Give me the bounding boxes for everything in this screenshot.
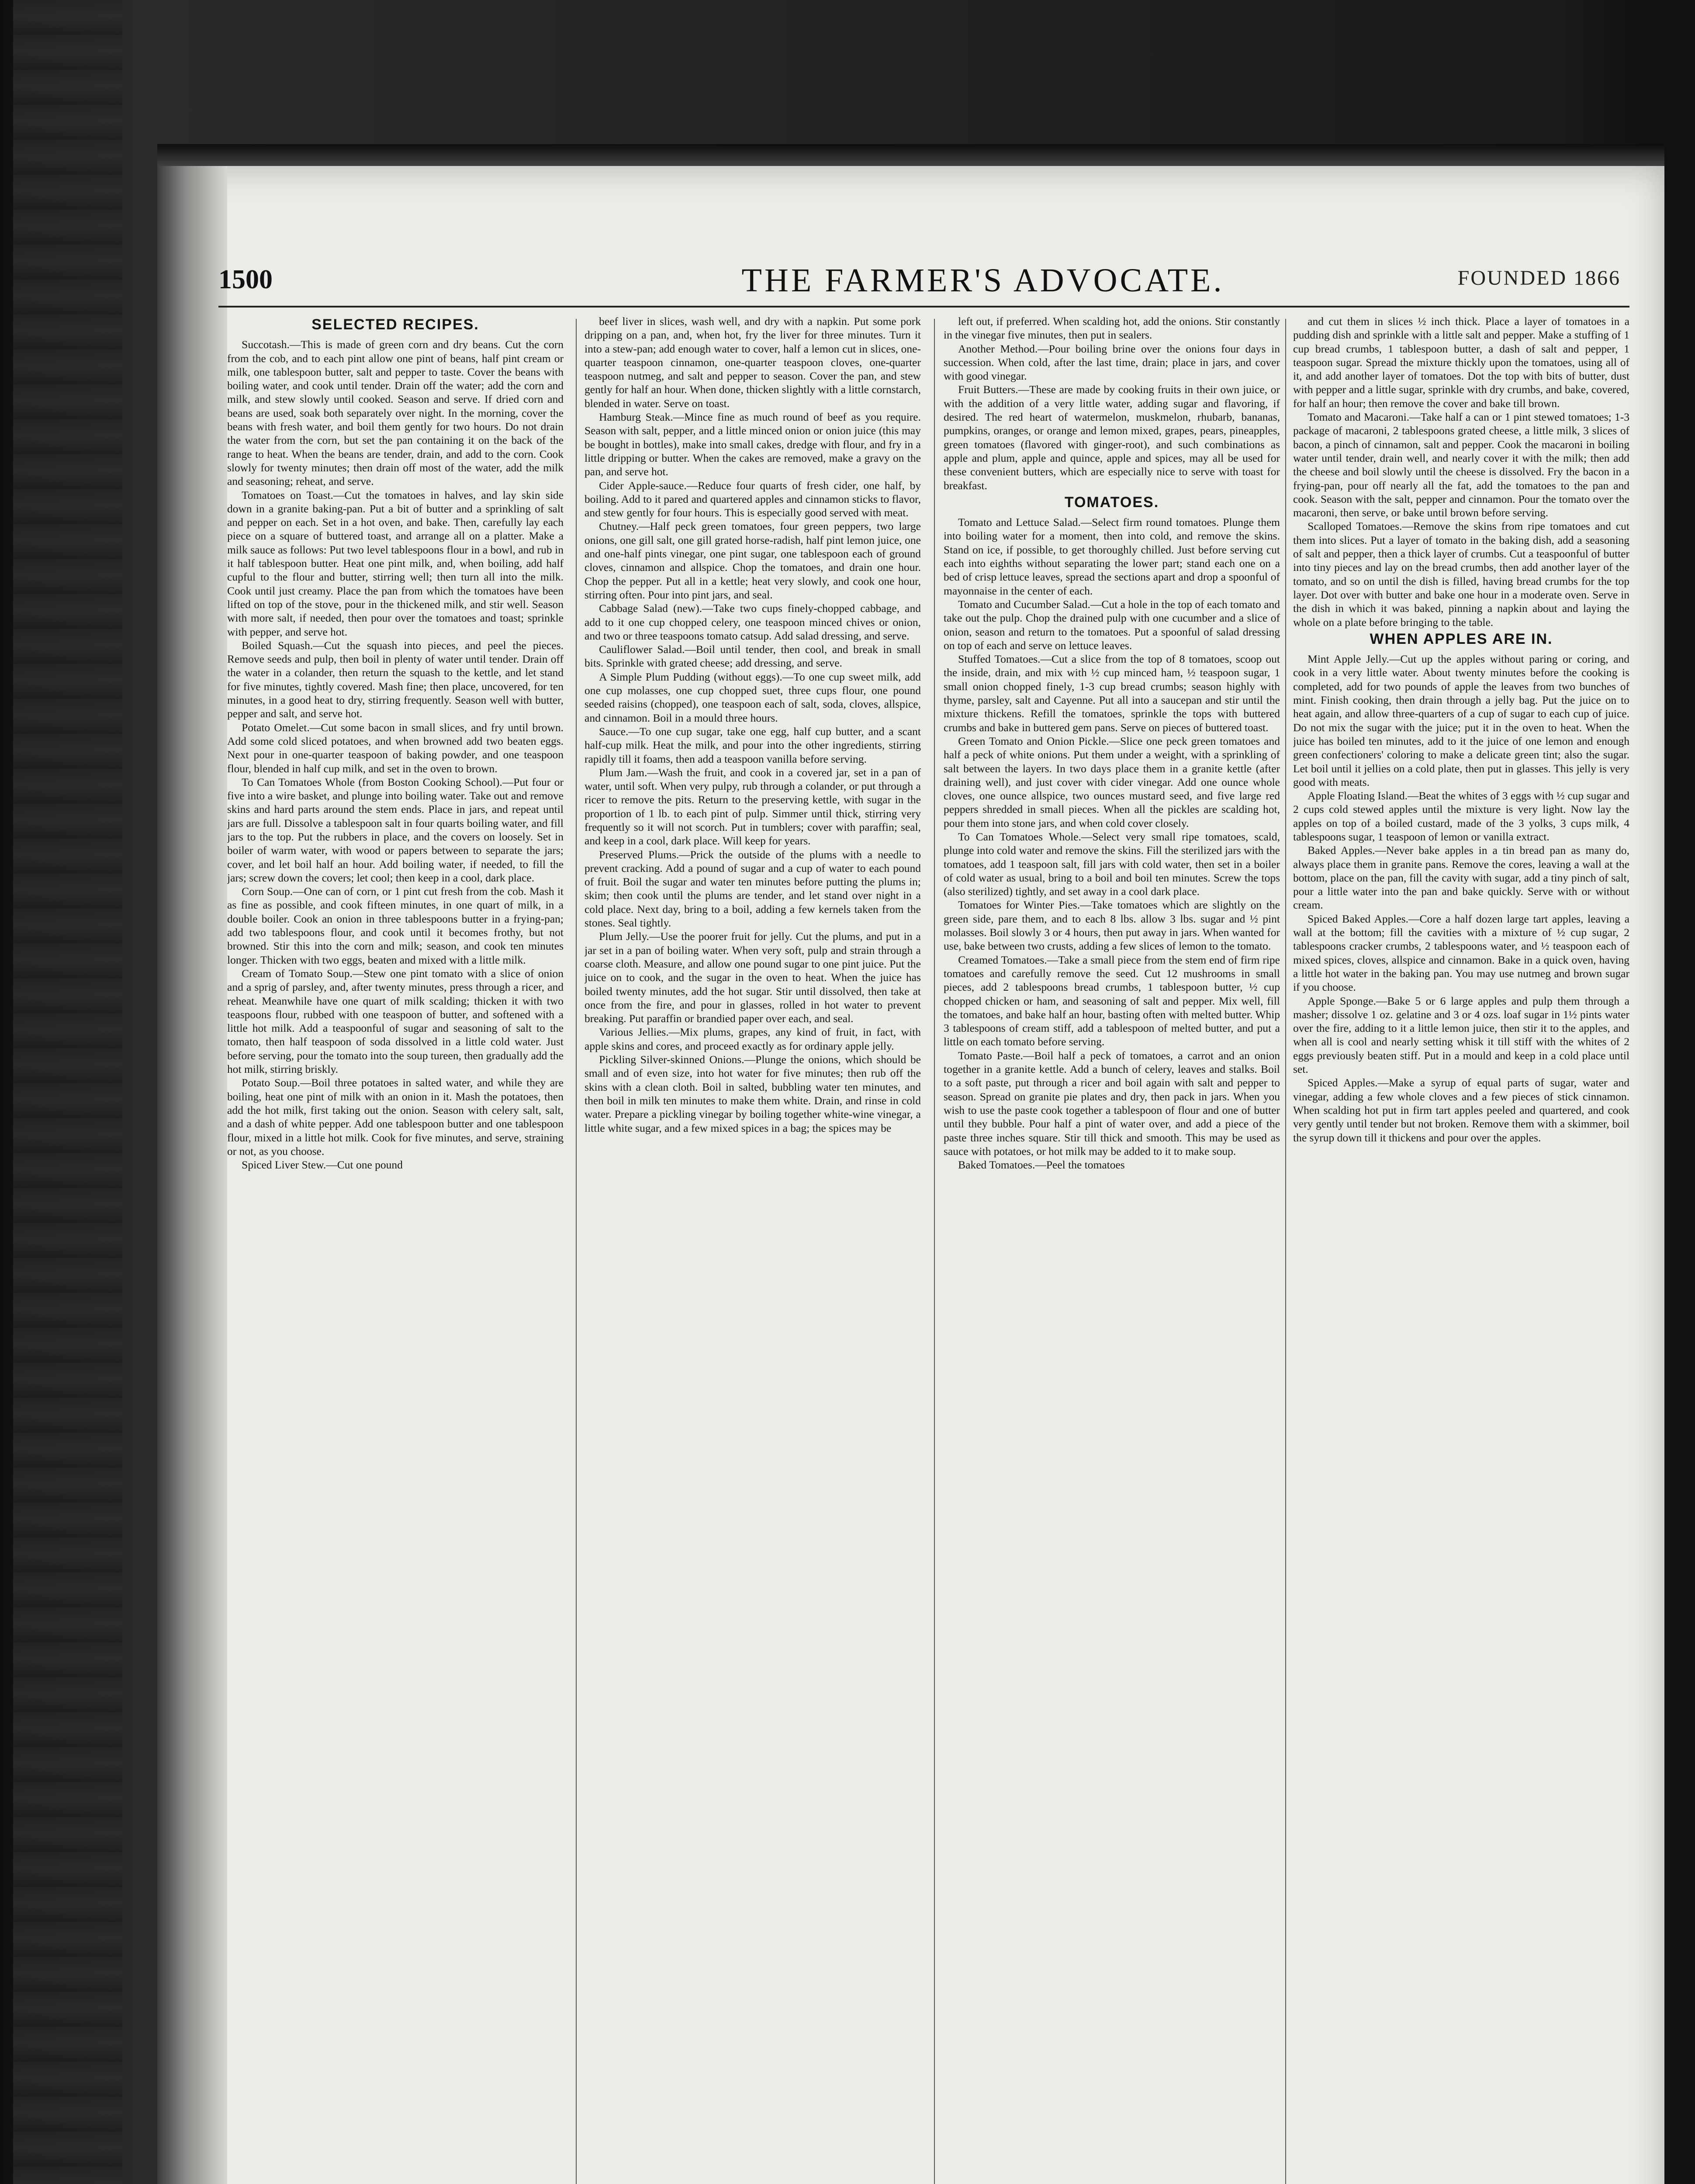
recipe-paragraph: Tomatoes for Winter Pies.—Take tomatoes which are slightly on the green side, pare them, and to each 8 lbs. allow 3 lbs. sugar and ½ pint molasses. Boil slowly 3 or 4 hours, then put away in jars. When wanted for use, bake between two crusts, adding a few slices of lemon to the tomato.: [944, 898, 1280, 953]
founded-line: FOUNDED 1866: [1457, 266, 1621, 290]
recipe-paragraph: beef liver in slices, wash well, and dry with a napkin. Put some pork dripping on a pan, and, when hot, fry the liver for three minutes. Turn it into a stew-pan; add enough water to cover, half a lemon cut in slices, one-quarter teaspoon cinnamon, one-quarter teaspoon cloves, one-quarter teaspoon nutmeg, and salt and pepper to season. Cover the pan, and stew gently for half an hour. When done, thicken slightly with a little cornstarch, blended in water. Serve on toast.: [585, 315, 921, 410]
section-heading-tomatoes: TOMATOES.: [1064, 494, 1159, 511]
recipe-paragraph: Sauce.—To one cup sugar, take one egg, half cup butter, and a scant half-cup milk. Heat the milk, and pour into the other ingredients, stirring rapidly till it foams, then add a teaspoon vanilla before serving.: [585, 725, 921, 765]
recipe-paragraph: Creamed Tomatoes.—Take a small piece from the stem end of firm ripe tomatoes and carefully remove the seed. Cut 12 mushrooms in small pieces, add 2 tablespoons bread crumbs, 1 tablespoon butter, ½ cup chopped chicken or ham, and seasoning of salt and pepper. Mix well, fill the tomatoes, and bake half an hour, basting often with melted butter. Whip 3 tablespoons of cream stiff, add a tablespoon of melted butter, and put a little on each tomato before serving.: [944, 953, 1280, 1048]
recipe-paragraph: Hamburg Steak.—Mince fine as much round of beef as you require. Season with salt, pepper, and a little minced onion or onion juice (this may be bought in bottles), make into small cakes, dredge with flour, and fry in a little dripping or butter. When the cakes are removed, make a gravy on the pan, and serve hot.: [585, 411, 921, 478]
recipe-paragraph: left out, if preferred. When scalding hot, add the onions. Stir constantly in the vinegar five minutes, then put in sealers.: [944, 315, 1280, 342]
recipe-paragraph: Baked Tomatoes.—Peel the tomatoes: [958, 1158, 1125, 1171]
recipe-paragraph: Corn Soup.—One can of corn, or 1 pint cut fresh from the cob. Mash it as fine as possible, and cook fifteen minutes, in one quart of milk, in a double boiler. Cook an onion in three tablespoons butter in a frying-pan; add two tablespoons flour, and cook until it becomes frothy, but not browned. Stir this into the corn and milk; season, and cook ten minutes longer. Thicken with two eggs, beaten and mixed with a little milk.: [227, 885, 564, 966]
recipe-paragraph: To Can Tomatoes Whole (from Boston Cooking School).—Put four or five into a wire basket, and plunge into boiling water. Take out and remove skins and hard parts around the stem ends. Place in jars, and repeat until jars are full. Dissolve a tablespoon salt in four quarts boiling water, and fill jars to the top. Put the rubbers in place, and the covers on loosely. Set in boiler of warm water, with wood or papers between to separate the jars; cover, and let boil half an hour. Add boiling water, if needed, to fill the jars; screw down the covers; let cool; then keep in a cool, dark place.: [227, 775, 564, 884]
recipe-paragraph: Cabbage Salad (new).—Take two cups finely-chopped cabbage, and add to it one cup chopped celery, one teaspoon minced chives or onion, and two or three teaspoons tomato catsup. Add salad dressing, and serve.: [585, 602, 921, 642]
recipe-paragraph: Tomato and Macaroni.—Take half a can or 1 pint stewed tomatoes; 1-3 package of macaroni, 2 tablespoons grated cheese, a little milk, 3 slices of bacon, a pinch of cinnamon, salt and pepper. Cook the macaroni in boiling water until tender, drain well, and nearly cover it with the milk; then add the cheese and boil slowly until the cheese is dissolved. Fry the bacon in a frying-pan, pour off nearly all the fat, add the tomatoes to the pan and cook. Season with the salt, pepper and cinnamon. Pour the tomato over the macaroni, then serve, or bake until brown before serving.: [1293, 411, 1629, 519]
column-1: [227, 314, 564, 2184]
recipe-paragraph: Cauliflower Salad.—Boil until tender, then cool, and break in small bits. Sprinkle with grated cheese; add dressing, and serve.: [585, 643, 921, 670]
recipe-paragraph: Mint Apple Jelly.—Cut up the apples without paring or coring, and cook in a very little water. About twenty minutes before the cooking is completed, add for two pounds of apple the leaves from two bunches of mint. Finish cooking, then drain through a jelly bag. Put the juice on to heat again, and allow three-quarters of a cup of sugar to each cup of juice. Do not mix the sugar with the juice; put it in the oven to heat. When the juice has boiled ten minutes, add to it the juice of one lemon and enough green confectioners' coloring to make a delicate green tint; also the sugar. Let boil until it jellies on a cold plate, then put in glasses. This jelly is very good with meats.: [1293, 653, 1629, 788]
recipe-paragraph: Green Tomato and Onion Pickle.—Slice one peck green tomatoes and half a peck of white onions. Put them under a weight, with a sprinkling of salt between the layers. In two days place them in a granite kettle (after draining well), and just cover with cider vinegar. Add one ounce whole cloves, one ounce allspice, two ounces mustard seed, and five large red peppers shredded in small pieces. When all the pickles are scalding hot, pour them into stone jars, and when cold cover closely.: [944, 734, 1280, 829]
column-2-text: [585, 314, 921, 1135]
recipe-paragraph: Spiced Liver Stew.—Cut one pound: [242, 1158, 403, 1171]
recipe-paragraph: Potato Omelet.—Cut some bacon in small slices, and fry until brown. Add some cold sliced potatoes, and when browned add two beaten eggs. Next pour in one-quarter teaspoon of baking powder, and one teaspoon flour, blended in half cup milk, and set in the oven to brown.: [227, 721, 564, 775]
recipe-paragraph: To Can Tomatoes Whole.—Select very small ripe tomatoes, scald, plunge into cold water and remove the skins. Fill the sterilized jars with the tomatoes, add 1 teaspoon salt, fill jars with cold water, then set in a boiler of cold water as usual, bring to a boil and boil ten minutes. Screw the tops (also sterilized) tightly, and set away in a cool dark place.: [944, 830, 1280, 898]
recipe-paragraph: Apple Sponge.—Bake 5 or 6 large apples and pulp them through a masher; dissolve 1 oz. gelatine and 3 or 4 ozs. loaf sugar in 1½ pints water over the fire, adding to it a little lemon juice, then stir it to the apples, and when all is cool and nearly setting whisk it till stiff with the whites of 2 eggs previously beaten stiff. Put in a mould and keep in a cold place until set.: [1293, 994, 1629, 1076]
recipe-paragraph: Plum Jelly.—Use the poorer fruit for jelly. Cut the plums, and put in a jar set in a pan of boiling water. When very soft, pulp and strain through a coarse cloth. Measure, and allow one pound sugar to one pint juice. Put the juice on to cook, and the sugar in the oven to heat. When the juice has boiled twenty minutes, add the hot sugar. Stir until dissolved, then take at once from the fire, and pour in glasses, rolled in hot water to prevent breaking. Put paraffin or brandied paper over each, and seal.: [585, 930, 921, 1025]
column-3: [944, 314, 1280, 2184]
column-1-text: [227, 338, 564, 1171]
column-divider: [576, 319, 577, 2184]
recipe-paragraph: Fruit Butters.—These are made by cooking fruits in their own juice, or with the addition of a very little water, adding sugar and flavoring, if desired. The red heart of watermelon, muskmelon, rhubarb, bananas, pumpkins, oranges, or orange and lemon mixed, grapes, pears, pineapples, green tomatoes (flavored with ginger-root), and such combinations as apple and plum, apple and quince, apple and spices, may all be used for these convenient butters, which are especially nice to serve with toast for breakfast.: [944, 383, 1280, 492]
recipe-paragraph: Tomato and Cucumber Salad.—Cut a hole in the top of each tomato and take out the pulp. Chop the drained pulp with one cucumber and a slice of onion, season and return to the tomatoes. Put a spoonful of salad dressing on top of each and serve on lettuce leaves.: [944, 598, 1280, 652]
section-heading-when-apples-are-in: WHEN APPLES ARE IN.: [1370, 630, 1553, 647]
column-divider: [1285, 319, 1286, 2184]
header-rule: [218, 306, 1629, 308]
recipe-paragraph: Tomato Paste.—Boil half a peck of tomatoes, a carrot and an onion together in a granite kettle. Add a bunch of celery, leaves and stalks. Boil to a soft paste, put through a ricer and boil again with salt and pepper to season. Spread on granite pie plates and dry, then pack in jars. When you wish to use the paste cook together a tablespoon of flour and one of butter until they bubble. Pour half a pint of water over, and add a piece of the paste three inches square. Stir till thick and smooth. This may be used as sauce with potatoes, or hot milk may be added to it to make soup.: [944, 1049, 1280, 1158]
recipe-paragraph: Another Method.—Pour boiling brine over the onions four days in succession. When cold, after the last time, drain; place in jars, and cover with good vinegar.: [944, 342, 1280, 383]
page-gutter: [157, 166, 227, 2184]
column-divider: [934, 319, 935, 2184]
recipe-paragraph: Preserved Plums.—Prick the outside of the plums with a needle to prevent cracking. Add a pound of sugar and a cup of water to each pound of fruit. Boil the sugar and water ten minutes before putting the plums in; skim; then cook until the plums are tender, and let stand over night in a cold place. Next day, bring to a boil, adding a few kernels taken from the stones. Seal tightly.: [585, 848, 921, 930]
scanner-left-edge: [13, 0, 122, 2184]
recipe-paragraph: Scalloped Tomatoes.—Remove the skins from ripe tomatoes and cut them into slices. Put a layer of tomato in the baking dish, add a seasoning of salt and pepper, then a thick layer of crumbs. Cut a teaspoonful of butter into tiny pieces and lay on the bread crumbs, then add another layer of the tomato, and so on until the dish is filled, having bread crumbs for the top layer. Dot over with butter and bake one hour in a moderate oven. Serve in the dish in which it was baked, pinning a napkin about and laying the whole on a plate before bringing to the table.: [1293, 520, 1629, 629]
recipe-paragraph: Tomatoes on Toast.—Cut the tomatoes in halves, and lay skin side down in a granite baking-pan. Put a bit of butter and a sprinkling of salt and pepper on each. Set in a hot oven, and bake. Then, carefully lay each piece on a square of buttered toast, and arrange all on a platter. Make a milk sauce as follows: Put two level tablespoons flour in a bowl, and rub in it half tablespoon butter. Heat one pint milk, and, when boiling, add half cupful to the flour and butter, stirring well; then turn all into the milk. Cook until just creamy. Place the pan from which the tomatoes have been lifted on top of the stove, pour in the thickened milk, and stir well. Season with more salt, if needed, then pour over the tomatoes and toast; sprinkle with pepper, and serve hot.: [227, 488, 564, 638]
column-3-text: [944, 314, 1280, 492]
column-4: [1293, 314, 1629, 2184]
column-4-apples-text: [1293, 652, 1629, 1144]
recipe-paragraph: Plum Jam.—Wash the fruit, and cook in a covered jar, set in a pan of water, until soft. When very pulpy, rub through a colander, or put through a ricer to remove the pits. Return to the preserving kettle, with sugar in the proportion of 1 lb. to each pint of pulp. Simmer until thick, stirring very frequently so it will not scorch. Put in tumblers; cover with paraffin; seal, and keep in a cool, dark place. Will keep for years.: [585, 766, 921, 847]
recipe-paragraph: Cider Apple-sauce.—Reduce four quarts of fresh cider, one half, by boiling. Add to it pared and quartered apples and cinnamon sticks to flavor, and stew gently for four hours. This is especially good served with meat.: [585, 479, 921, 519]
column-2: [585, 314, 921, 2184]
recipe-paragraph: Chutney.—Half peck green tomatoes, four green peppers, two large onions, one gill salt, one gill grated horse-radish, half pint lemon juice, one and one-half pints vinegar, one pint sugar, one tablespoon each of ground cloves, cinnamon and allspice. Chop the tomatoes, and drain one hour. Chop the pepper. Put all in a kettle; heat very slowly, and cook one hour, stirring often. Pour into pint jars, and seal.: [585, 520, 921, 601]
recipe-paragraph: Cream of Tomato Soup.—Stew one pint tomato with a slice of onion and a sprig of parsley, and, after twenty minutes, press through a ricer, and reheat. Meanwhile have one quart of milk scalding; thicken it with two teaspoons flour, rubbed with one teaspoon of butter, and softened with a little hot milk. Add a teaspoonful of sugar and seasoning of salt to the tomato, then half teaspoon of soda dissolved in a little cold water. Just before serving, pour the tomato into the soup tureen, then gradually add the hot milk, stirring briskly.: [227, 967, 564, 1076]
recipe-paragraph: A Simple Plum Pudding (without eggs).—To one cup sweet milk, add one cup molasses, one cup chopped suet, three cups flour, one pound seeded raisins (chopped), one teaspoon each of salt, soda, cloves, allspice, and cinnamon. Boil in a mould three hours.: [585, 670, 921, 724]
recipe-paragraph: Succotash.—This is made of green corn and dry beans. Cut the corn from the cob, and to each pint allow one pint of beans, half pint cream or milk, one tablespoon butter, salt and pepper to taste. Cover the beans with boiling water, and cook until tender. Drain off the water; add the corn and milk, and stew slowly until cooked. Season and serve. If dried corn and beans are used, soak both separately over night. In the morning, cover the beans with fresh water, and boil them gently for two hours. Do not drain the water from the corn, but set the pan containing it on the back of the range to heat. When the beans are tender, drain, and add to the corn. Cook slowly for twenty minutes; then drain off most of the water, add the milk and seasoning; reheat, and serve.: [227, 338, 564, 488]
column-3-tomatoes-text: [944, 515, 1280, 1171]
recipe-paragraph: Pickling Silver-skinned Onions.—Plunge the onions, which should be small and of even size, into hot water for five minutes; then rub off the skins with a clean cloth. Boil in salted, bubbling water ten minutes, and then boil in milk ten minutes to make them white. Drain, and rinse in cold water. Prepare a pickling vinegar by boiling together white-wine vinegar, a little white sugar, and a few mixed spices in a bag; the spices may be: [585, 1053, 921, 1134]
masthead-title: THE FARMER'S ADVOCATE.: [741, 262, 1225, 299]
recipe-paragraph: Tomato and Lettuce Salad.—Select firm round tomatoes. Plunge them into boiling water for a moment, then into cold, and remove the skins. Stand on ice, if possible, to get thoroughly chilled. Just before serving cut each into eighths without separating the lower part; stand each one on a bed of crisp lettuce leaves, spread the sections apart and drop a spoonful of mayonnaise in the center of each.: [944, 516, 1280, 597]
recipe-paragraph: Spiced Baked Apples.—Core a half dozen large tart apples, leaving a wall at the bottom; fill the cavities with a mixture of ½ cup sugar, 2 tablespoons cracker crumbs, 2 tablespoons water, and ½ teaspoon each of mixed spices, cloves, allspice and cinnamon. Bake in a quick oven, having a little hot water in the baking pan. You may use nutmeg and brown sugar if you choose.: [1293, 912, 1629, 994]
recipe-paragraph: Stuffed Tomatoes.—Cut a slice from the top of 8 tomatoes, scoop out the inside, drain, and mix with ½ cup minced ham, ½ teaspoon sugar, 1 small onion chopped finely, 1-3 cup bread crumbs; season highly with thyme, parsley, salt and Cayenne. Put all into a saucepan and stir until the mixture thickens. Refill the tomatoes, sprinkle the tops with buttered crumbs and bake in buttered gem pans. Serve on pieces of buttered toast.: [944, 653, 1280, 734]
section-heading-selected-recipes: SELECTED RECIPES.: [311, 316, 479, 333]
recipe-paragraph: Spiced Apples.—Make a syrup of equal parts of sugar, water and vinegar, adding a few whole cloves and a few pieces of stick cinnamon. When scalding hot put in firm tart apples peeled and quartered, and cook very gently until tender but not broken. Remove them with a skimmer, boil the syrup down till it thickens and pour over the apples.: [1293, 1076, 1629, 1144]
column-4-text: [1293, 314, 1629, 629]
recipe-paragraph: and cut them in slices ½ inch thick. Place a layer of tomatoes in a pudding dish and sprinkle with a little salt and pepper. Make a stuffing of 1 cup bread crumbs, 1 tablespoon butter, a dash of salt and pepper, 1 teaspoon sugar. Spread the mixture thickly upon the tomatoes, using all of it, and add another layer of tomatoes. Dot the top with bits of butter, dust with pepper and a little sugar, sprinkle with dry crumbs, and bake, covered, for half an hour; then remove the cover and bake till brown.: [1293, 315, 1629, 410]
page-header: [218, 264, 1629, 312]
recipe-paragraph: Various Jellies.—Mix plums, grapes, any kind of fruit, in fact, with apple skins and cores, and proceed exactly as for ordinary apple jelly.: [585, 1026, 921, 1052]
recipe-paragraph: Potato Soup.—Boil three potatoes in salted water, and while they are boiling, heat one pint of milk with an onion in it. Mash the potatoes, then add the hot milk, first taking out the onion. Season with celery salt, salt, and a dash of white pepper. Add one tablespoon butter and one tablespoon flour, mixed in a little hot milk. Cook for five minutes, and serve, straining or not, as you choose.: [227, 1076, 564, 1158]
recipe-paragraph: Apple Floating Island.—Beat the whites of 3 eggs with ½ cup sugar and 2 cups cold stewed apples until the mixture is very light. Now lay the apples on top of a boiled custard, made of the 3 yolks, 3 cups milk, 4 tablespoons sugar, 1 teaspoon of lemon or vanilla extract.: [1293, 789, 1629, 843]
recipe-paragraph: Baked Apples.—Never bake apples in a tin bread pan as many do, always place them in granite pans. Remove the cores, leaving a wall at the bottom, place on the pan, fill the cavity with sugar, add a tiny pinch of salt, pour a little water into the pan and bake quickly. Serve with or without cream.: [1293, 844, 1629, 912]
recipe-paragraph: Boiled Squash.—Cut the squash into pieces, and peel the pieces. Remove seeds and pulp, then boil in plenty of water until tender. Drain off the water in a colander, then return the squash to the kettle, and let stand for five minutes, tightly covered. Mash fine; then place, uncovered, for ten minutes, in a good heat to dry, stirring frequently. Season well with butter, pepper and salt, and serve hot.: [227, 639, 564, 720]
page-number: 1500: [218, 265, 273, 294]
